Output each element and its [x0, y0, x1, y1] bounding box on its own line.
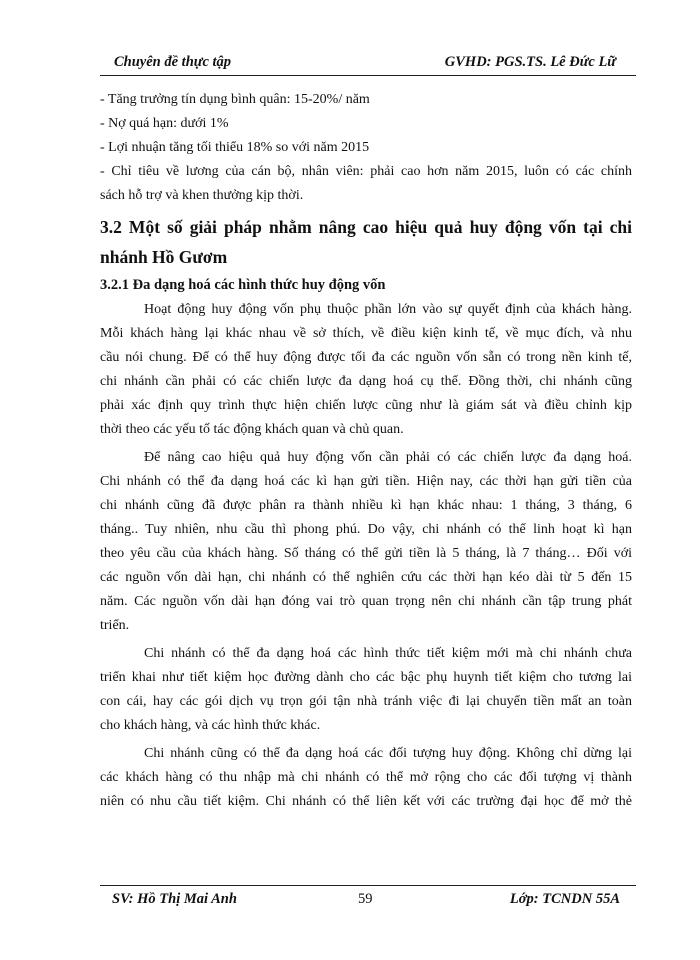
paragraph-line: các khách hàng có thu nhập mà chi nhánh có thể mở rộng cho các đối tượng vị thành	[100, 770, 632, 785]
paragraph-line: Chi nhánh có thể đa dạng hoá các kì hạn gửi tiền. Hiện nay, các thời hạn gửi tiền của	[100, 474, 632, 489]
paragraph-line: phải xác định quy trình thực hiện chiến lược cũng như là giám sát và điều chỉnh kịp	[100, 398, 632, 413]
paragraph-line: Chi nhánh có thể đa dạng hoá các hình thức tiết kiệm mới mà chi nhánh chưa	[144, 646, 632, 661]
page-number: 59	[358, 891, 373, 907]
bullet-profit: - Lợi nhuận tăng tối thiểu 18% so với năm 2015	[100, 140, 370, 155]
subsection-heading: 3.2.1 Đa dạng hoá các hình thức huy động vốn	[100, 277, 386, 293]
paragraph-line: con cái, hay các gói dịch vụ trọn gói tận nhà tránh việc đi lại chuyển tiền mất an toàn	[100, 694, 632, 709]
paragraph-line: thời theo các yếu tố tác động khách quan và chủ quan.	[100, 422, 404, 437]
page-footer	[100, 889, 636, 913]
paragraph-line: tháng.. Tuy nhiên, nhu cầu thì phong phú. Do vậy, chi nhánh có thể linh hoạt kì hạn	[100, 522, 632, 537]
paragraph-line: Để nâng cao hiệu quả huy động vốn cần phải có các chiến lược đa dạng hoá.	[144, 450, 632, 465]
paragraph-line: Chi nhánh cũng có thể đa dạng hoá các đối tượng huy động. Không chỉ dừng lại	[144, 746, 632, 761]
paragraph-line: chi nhánh cần phải có các chiến lược đa dạng hoá cụ thể. Đồng thời, chi nhánh cũng	[100, 374, 632, 389]
bullet-overdue-debt: - Nợ quá hạn: dưới 1%	[100, 116, 229, 131]
paragraph-line: cho khách hàng, và các hình thức khác.	[100, 718, 321, 733]
paragraph-line: niên có nhu cầu tiết kiệm. Chi nhánh có thể liên kết với các trường đại học để mở thẻ	[100, 794, 632, 809]
header-rule	[100, 75, 636, 76]
paragraph-line: triển.	[100, 618, 130, 633]
paragraph-line: chi nhánh cũng đã được phân ra thành nhiều kì hạn khác nhau: 1 tháng, 3 tháng, 6	[100, 498, 632, 513]
paragraph	[100, 446, 632, 638]
footer-student: SV: Hồ Thị Mai Anh	[112, 891, 237, 907]
section-heading: 3.2 Một số giải pháp nhằm nâng cao hiệu quả huy động vốn tại chi	[100, 217, 632, 237]
section-heading-cont: nhánh Hồ Gươm	[100, 247, 228, 267]
paragraph-line: cầu nói chung. Để có thể huy động được tối đa các nguồn vốn sẵn có trong nền kinh tế,	[100, 350, 632, 365]
bullet-salary: - Chỉ tiêu về lương của cán bộ, nhân viên: phải cao hơn năm 2015, luôn có các chính	[100, 164, 632, 179]
footer-class: Lớp: TCNDN 55A	[509, 891, 620, 907]
footer-rule	[100, 885, 636, 886]
bullet-credit-growth: - Tăng trưởng tín dụng bình quân: 15-20%/ năm	[100, 92, 370, 107]
paragraph	[100, 742, 632, 814]
page-content	[100, 88, 632, 814]
bullet-salary-cont: sách hỗ trợ và khen thưởng kịp thời.	[100, 188, 304, 203]
paragraph	[100, 298, 632, 442]
header-supervisor: GVHD: PGS.TS. Lê Đức Lữ	[444, 54, 616, 70]
paragraph-line: các nguồn vốn dài hạn, chi nhánh có thể nghiên cứu các thời hạn kéo dài từ 5 đến 15	[100, 570, 632, 585]
paragraph-line: Mỗi khách hàng lại khác nhau về sở thích, về điều kiện kinh tế, về mục đích, và nhu	[100, 326, 632, 341]
paragraph	[100, 642, 632, 738]
paragraph-line: theo yêu cầu của khách hàng. Số tháng có thể gửi tiền là 5 tháng, là 7 tháng… Đối với	[100, 546, 632, 561]
paragraph-line: triển khai như tiết kiệm học đường dành cho các bậc phụ huynh tiết kiệm cho tương lai	[100, 670, 632, 685]
paragraph-line: Hoạt động huy động vốn phụ thuộc phần lớn vào sự quyết định của khách hàng.	[144, 302, 632, 317]
header-title: Chuyên đề thực tập	[114, 54, 232, 70]
paragraph-line: năm. Các nguồn vốn dài hạn đóng vai trò quan trọng nên chi nhánh cần tập trung phát	[100, 594, 632, 609]
